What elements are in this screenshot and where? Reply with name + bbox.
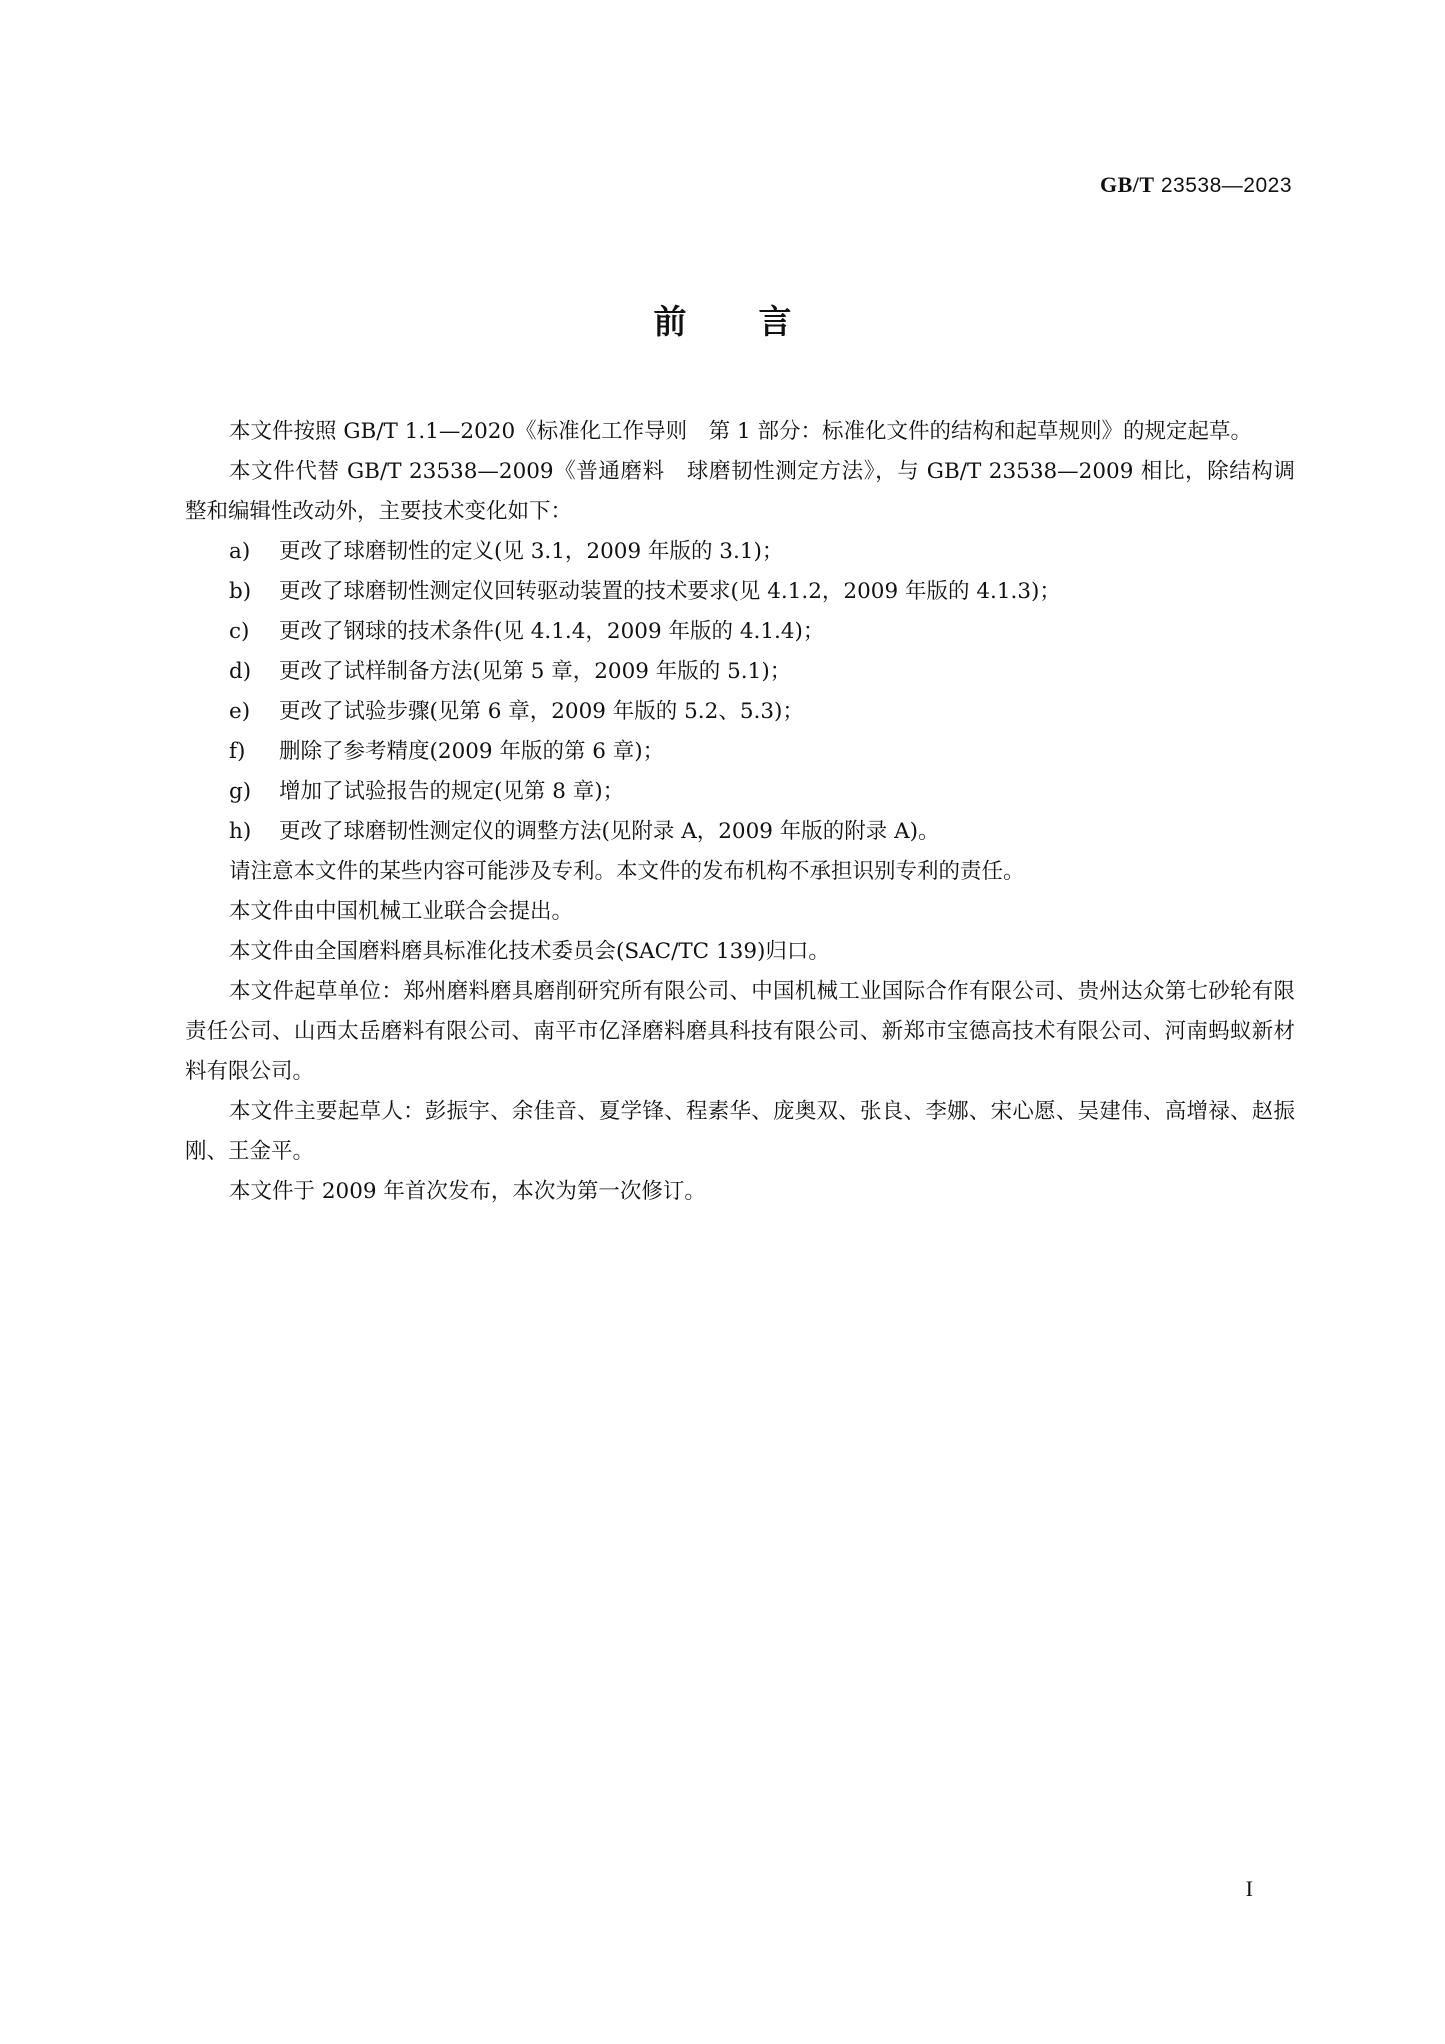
list-text: 更改了球磨韧性测定仪回转驱动装置的技术要求(见 4.1.2，2009 年版的 4.1.3)； bbox=[279, 579, 1061, 604]
paragraph-committee: 本文件由全国磨料磨具标准化技术委员会(SAC/TC 139)归口。 bbox=[229, 939, 830, 964]
list-marker: a) bbox=[229, 539, 251, 564]
list-item bbox=[185, 532, 1295, 572]
list-text: 更改了试验步骤(见第 6 章，2009 年版的 5.2、5.3)； bbox=[279, 699, 804, 724]
paragraph-replacement: 本文件代替 GB/T 23538—2009《普通磨料 球磨韧性测定方法》，与 GB/T 23538—2009 相比，除结构调整和编辑性改动外，主要技术变化如下： bbox=[185, 459, 1295, 524]
list-item bbox=[185, 612, 1295, 652]
list-item bbox=[185, 692, 1295, 732]
paragraph-drafters: 本文件主要起草人：彭振宇、余佳音、夏学锋、程素华、庞奥双、张良、李娜、宋心愿、吴建伟、高增禄、赵振刚、王金平。 bbox=[185, 1099, 1295, 1164]
list-marker: d) bbox=[229, 659, 252, 684]
paragraph-proposer: 本文件由中国机械工业联合会提出。 bbox=[229, 899, 574, 924]
list-text: 更改了球磨韧性的定义(见 3.1，2009 年版的 3.1)； bbox=[279, 539, 784, 564]
list-marker: f) bbox=[229, 739, 246, 764]
list-marker: g) bbox=[229, 779, 252, 804]
standard-number bbox=[1100, 172, 1292, 198]
page-title: 前言 bbox=[653, 302, 864, 341]
paragraph-drafting-rules: 本文件按照 GB/T 1.1—2020《标准化工作导则 第 1 部分：标准化文件的结构和起草规则》的规定起草。 bbox=[229, 419, 1252, 444]
list-text: 删除了参考精度(2009 年版的第 6 章)； bbox=[279, 739, 665, 764]
list-item bbox=[185, 732, 1295, 772]
list-marker: b) bbox=[229, 579, 252, 604]
foreword-body bbox=[185, 412, 1295, 1212]
list-marker: e) bbox=[229, 699, 251, 724]
list-text: 增加了试验报告的规定(见第 8 章)； bbox=[279, 779, 625, 804]
list-marker: c) bbox=[229, 619, 250, 644]
list-text: 更改了球磨韧性测定仪的调整方法(见附录 A，2009 年版的附录 A)。 bbox=[279, 819, 940, 844]
list-text: 更改了钢球的技术条件(见 4.1.4，2009 年版的 4.1.4)； bbox=[279, 619, 825, 644]
standard-code: 23538—2023 bbox=[1154, 174, 1292, 197]
standard-prefix: GB/T bbox=[1099, 172, 1155, 197]
list-marker: h) bbox=[229, 819, 252, 844]
list-item bbox=[185, 812, 1295, 852]
list-text: 更改了试样制备方法(见第 5 章，2009 年版的 5.1)； bbox=[279, 659, 792, 684]
list-item bbox=[185, 572, 1295, 612]
list-item bbox=[185, 652, 1295, 692]
page-number: I bbox=[1245, 1876, 1253, 1901]
paragraph-patent-notice: 请注意本文件的某些内容可能涉及专利。本文件的发布机构不承担识别专利的责任。 bbox=[229, 859, 1025, 884]
paragraph-publication-history: 本文件于 2009 年首次发布，本次为第一次修订。 bbox=[229, 1179, 706, 1204]
paragraph-drafting-units: 本文件起草单位：郑州磨料磨具磨削研究所有限公司、中国机械工业国际合作有限公司、贵州达众第七砂轮有限责任公司、山西太岳磨料有限公司、南平市亿泽磨料磨具科技有限公司、新郑市宝德高技术有限公司、河南蚂蚁新材料有限公司。 bbox=[185, 979, 1295, 1084]
list-item bbox=[185, 772, 1295, 812]
